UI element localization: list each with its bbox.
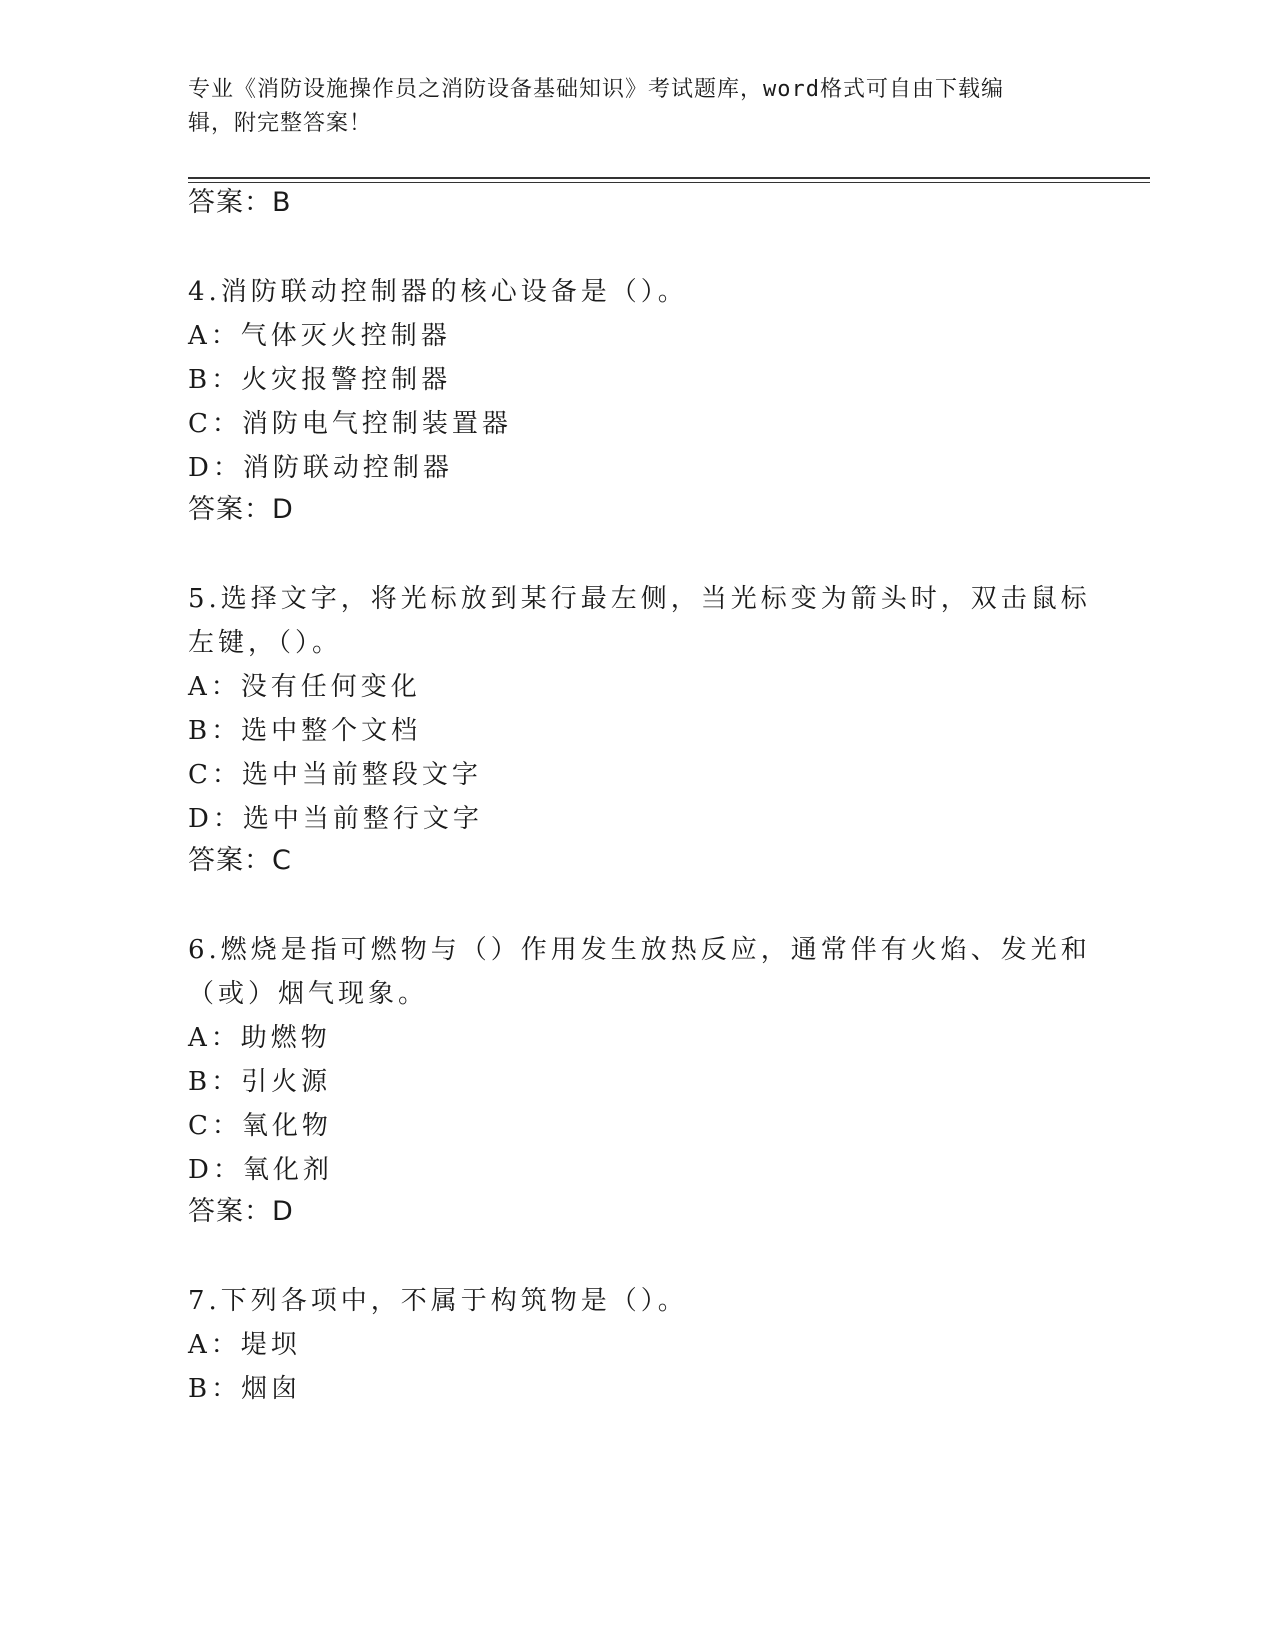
question-stem: 6.燃烧是指可燃物与（）作用发生放热反应，通常伴有火焰、发光和: [188, 935, 1091, 965]
option-c: C：消防电气控制装置器: [188, 409, 512, 439]
header-divider: [188, 177, 1150, 179]
option-b: B：火灾报警控制器: [188, 365, 452, 395]
option-b: B：引火源: [188, 1067, 332, 1097]
option-b: B：选中整个文档: [188, 716, 422, 746]
option-c: C：氧化物: [188, 1111, 332, 1141]
answer-line: 答案：C: [188, 845, 292, 876]
option-c: C：选中当前整段文字: [188, 760, 482, 790]
option-d: D：氧化剂: [188, 1155, 333, 1185]
option-d: D：消防联动控制器: [188, 453, 453, 483]
option-a: A：气体灭火控制器: [188, 321, 451, 351]
answer-line: 答案：B: [188, 187, 292, 218]
question-stem-continued: 左键，（）。: [188, 628, 343, 658]
question-stem: 4.消防联动控制器的核心设备是（）。: [188, 277, 688, 307]
answer-line: 答案：D: [188, 494, 294, 525]
header-line-2: 辑，附完整答案！: [188, 111, 373, 136]
option-b: B：烟囱: [188, 1374, 302, 1404]
option-a: A：助燃物: [188, 1023, 331, 1053]
option-a: A：堤坝: [188, 1330, 301, 1360]
option-d: D：选中当前整行文字: [188, 804, 483, 834]
question-stem-continued: （或）烟气现象。: [188, 979, 429, 1009]
question-stem: 5.选择文字，将光标放到某行最左侧，当光标变为箭头时，双击鼠标: [188, 584, 1091, 614]
document-header: [188, 73, 1068, 141]
header-divider-thin: [188, 182, 1150, 183]
answer-line: 答案：D: [188, 1196, 294, 1227]
question-stem: 7.下列各项中，不属于构筑物是（）。: [188, 1286, 688, 1316]
option-a: A：没有任何变化: [188, 672, 421, 702]
header-line-1: 专业《消防设施操作员之消防设备基础知识》考试题库，word格式可自由下载编: [188, 77, 1004, 102]
